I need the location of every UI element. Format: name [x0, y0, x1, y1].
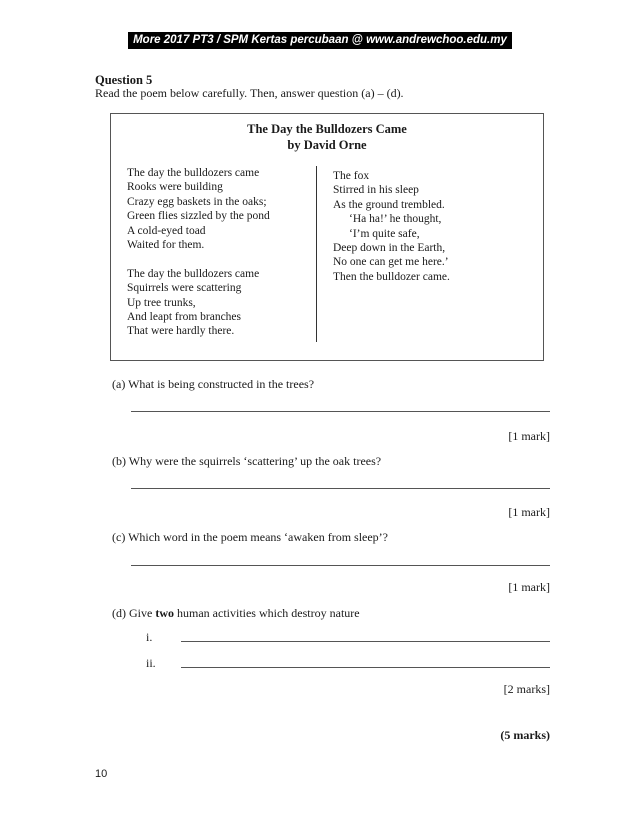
poem-line: The fox — [333, 170, 370, 182]
poem-line: Deep down in the Earth, — [333, 242, 446, 255]
poem-line: Stirred in his sleep — [333, 184, 419, 197]
answer-label-ii: ii. — [146, 656, 156, 670]
poem-line: As the ground trembled. — [333, 198, 445, 211]
answer-line-d-ii[interactable] — [181, 667, 550, 668]
poem-left-column — [127, 166, 270, 339]
poem-line: Squirrels were scattering — [127, 282, 242, 295]
question-d-emphasis: two — [155, 606, 174, 620]
poem-line: Waited for them. — [127, 239, 205, 252]
question-d-prefix: (d) Give — [112, 606, 156, 620]
poem-line: And leapt from branches — [127, 311, 242, 324]
poem-line: The day the bulldozers came — [127, 167, 260, 179]
header-banner: More 2017 PT3 / SPM Kertas percubaan @ www.andrewchoo.edu.my — [128, 32, 512, 49]
answer-line-c[interactable] — [131, 565, 550, 566]
poem-line: The day the bulldozers came — [127, 267, 260, 280]
mark-a: [1 mark] — [508, 429, 550, 443]
poem-author: by David Orne — [287, 138, 367, 152]
poem-line: ‘Ha ha!’ he thought, — [349, 213, 442, 226]
poem-line: No one can get me here.’ — [333, 256, 449, 269]
answer-line-a[interactable] — [131, 411, 550, 412]
question-d-suffix: human activities which destroy nature — [174, 606, 360, 620]
answer-line-d-i[interactable] — [181, 641, 550, 642]
answer-line-b[interactable] — [131, 488, 550, 489]
total-marks: (5 marks) — [500, 728, 550, 742]
question-a: (a) What is being constructed in the trees? — [112, 377, 315, 391]
poem-title: The Day the Bulldozers Came — [247, 122, 407, 136]
stanza-gap — [127, 252, 270, 266]
question-instruction: Read the poem below carefully. Then, answer question (a) – (d). — [95, 86, 404, 100]
mark-d: [2 marks] — [503, 682, 550, 696]
question-d — [112, 606, 360, 621]
poem-line: Green flies sizzled by the pond — [127, 210, 270, 223]
poem-right-column — [333, 169, 450, 284]
poem-line: That were hardly there. — [127, 325, 235, 338]
poem-box — [110, 113, 544, 361]
poem-column-divider — [316, 166, 317, 342]
question-c: (c) Which word in the poem means ‘awaken from sleep’? — [112, 530, 389, 544]
mark-b: [1 mark] — [508, 505, 550, 519]
page-number: 10 — [95, 768, 108, 780]
poem-line: Crazy egg baskets in the oaks; — [127, 195, 267, 208]
poem-line: ‘I’m quite safe, — [349, 227, 420, 240]
answer-label-i: i. — [146, 630, 153, 644]
mark-c: [1 mark] — [508, 580, 550, 594]
poem-line: Up tree trunks, — [127, 296, 196, 309]
poem-line: A cold-eyed toad — [127, 224, 206, 237]
poem-line: Then the bulldozer came. — [333, 270, 450, 283]
question-title: Question 5 — [95, 73, 153, 87]
poem-line: Rooks were building — [127, 181, 223, 194]
question-b: (b) Why were the squirrels ‘scattering’ up the oak trees? — [112, 454, 382, 468]
